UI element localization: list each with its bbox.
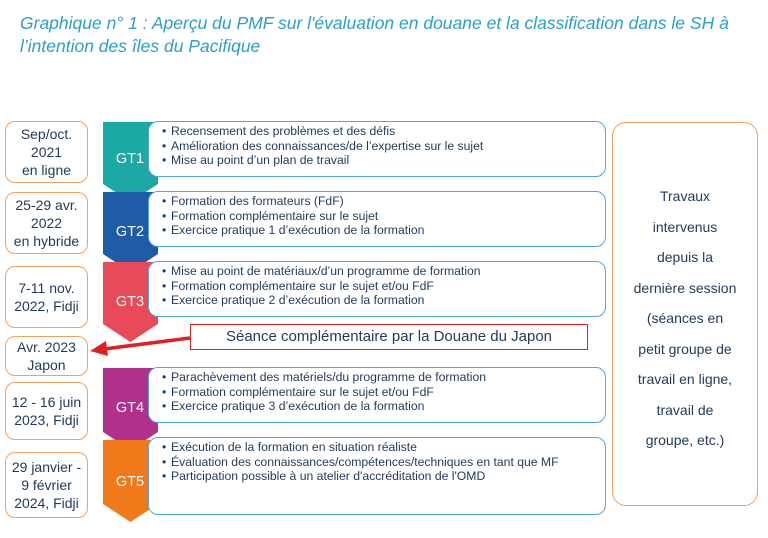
list-item: • Formation complémentaire sur le sujet et/ou FdF: [171, 385, 599, 400]
gt1-label: GT1: [115, 151, 145, 167]
special-arrow-line: [104, 338, 190, 349]
date-gt2: 25-29 avr. 2022 en hybride: [5, 192, 88, 254]
list-item: • Exécution de la formation en situation réaliste: [171, 440, 599, 455]
date-gt3: 7-11 nov. 2022, Fidji: [5, 266, 88, 328]
date-gt5: 29 janvier - 9 février 2024, Fidji: [5, 452, 88, 518]
list-item: • Formation des formateurs (FdF): [171, 194, 599, 209]
desc-gt4: [148, 367, 606, 423]
figure-title: Graphique n° 1 : Aperçu du PMF sur l'évaluation en douane et la classification dans le SH à l’intention des îles du Pacifique: [20, 13, 729, 56]
list-item: • Amélioration des connaissances/de l’expertise sur le sujet: [171, 139, 599, 154]
list-item: • Mise au point d’un plan de travail: [171, 153, 599, 168]
list-item: • Parachèvement des matériels/du programme de formation: [171, 370, 599, 385]
list-item: • Exercice pratique 3 d’exécution de la formation: [171, 399, 599, 414]
gt3-label: GT3: [115, 294, 145, 310]
list-item: • Formation complémentaire sur le sujet et/ou FdF: [171, 279, 599, 294]
gt4-label: GT4: [115, 400, 145, 416]
date-gt4: 12 - 16 juin 2023, Fidji: [5, 382, 88, 440]
ongoing-work-box: Travaux intervenus depuis la dernière session (séances en petit groupe de travail en ligne, travail de groupe, etc.): [612, 122, 758, 506]
gt2-label: GT2: [115, 224, 145, 240]
list-item: • Participation possible à un atelier d'accréditation de l'OMD: [171, 469, 599, 484]
date-special: Avr. 2023 Japon: [5, 336, 88, 376]
desc-gt2: [148, 191, 606, 247]
desc-gt1: [148, 121, 606, 177]
list-item: • Formation complémentaire sur le sujet: [171, 209, 599, 224]
date-gt1: Sep/oct. 2021 en ligne: [5, 121, 88, 183]
list-item: • Évaluation des connaissances/compétences/techniques en tant que MF: [171, 455, 599, 470]
special-session-box: Séance complémentaire par la Douane du Japon: [190, 324, 588, 350]
list-item: • Recensement des problèmes et des défis: [171, 124, 599, 139]
desc-gt5: [148, 437, 606, 515]
list-item: • Mise au point de matériaux/d’un programme de formation: [171, 264, 599, 279]
list-item: • Exercice pratique 2 d’exécution de la formation: [171, 293, 599, 308]
gt5-label: GT5: [115, 474, 145, 490]
special-arrow-head: [90, 341, 108, 356]
desc-gt3: [148, 261, 606, 317]
list-item: • Exercice pratique 1 d’exécution de la formation: [171, 223, 599, 238]
